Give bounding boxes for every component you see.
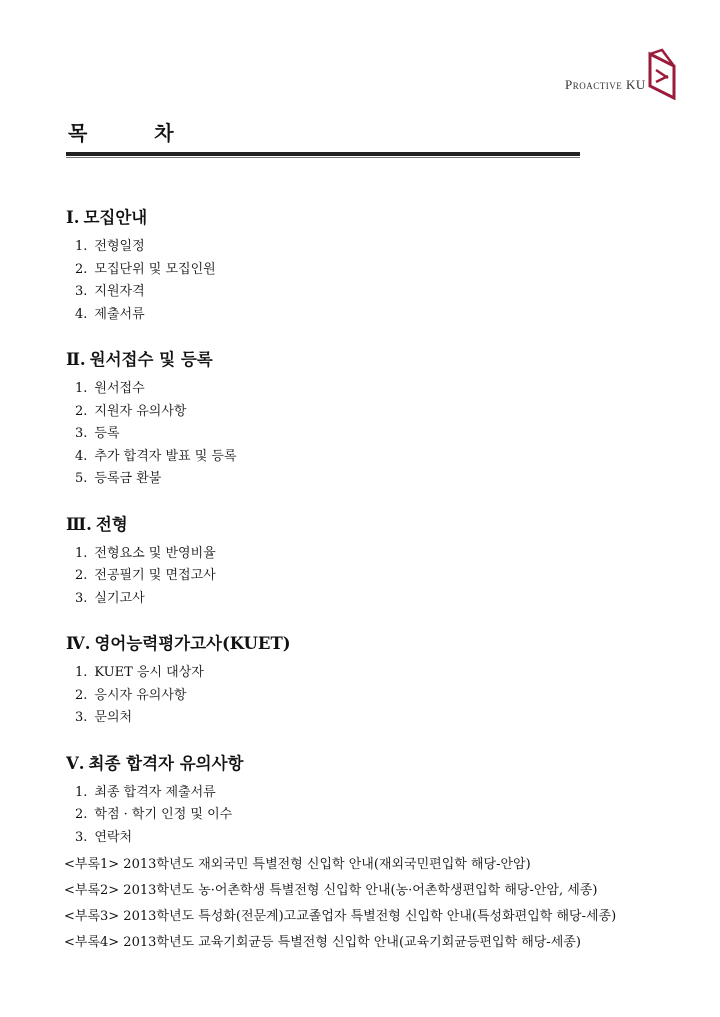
appendix-item[interactable]: <부록3> 2013학년도 특성화(전문계)고교졸업자 특별전형 신입학 안내(특성화편입학 해당-세종) [64, 909, 617, 924]
item-text: 지원자격 [94, 284, 145, 299]
toc-item[interactable] [66, 804, 666, 827]
item-number: 1. [75, 784, 88, 800]
toc-item[interactable] [66, 662, 666, 685]
item-number: 5. [75, 471, 88, 486]
section-number: Ⅴ. [66, 753, 85, 773]
toc-item[interactable] [66, 468, 666, 491]
proactive-ku-logo [565, 48, 677, 100]
toc-item[interactable] [66, 782, 666, 805]
toc-section [66, 752, 666, 850]
item-number: 3. [75, 710, 88, 725]
ku-logo-mark-icon [647, 48, 677, 100]
item-text: KUET 응시 대상자 [94, 665, 204, 680]
section-number: Ⅱ. [66, 350, 86, 369]
toc-section [66, 206, 666, 326]
section-heading[interactable] [66, 632, 666, 656]
toc-item[interactable] [66, 446, 666, 469]
item-text: 등록 [94, 426, 120, 441]
item-number: 3. [75, 284, 88, 299]
item-number: 1. [75, 545, 88, 561]
item-text: 응시자 유의사항 [94, 687, 187, 703]
item-text: 원서접수 [94, 381, 145, 396]
item-number: 2. [75, 403, 88, 419]
item-text: 문의처 [94, 710, 133, 725]
toc-sections [66, 206, 666, 871]
toc-item[interactable] [66, 281, 666, 304]
item-number: 3. [75, 426, 88, 441]
item-number: 1. [75, 665, 88, 680]
item-text: 학점 · 학기 인정 및 이수 [94, 807, 233, 822]
toc-item[interactable] [66, 401, 666, 424]
item-text: 전형일정 [94, 239, 145, 254]
item-text: 모집단위 및 모집인원 [94, 261, 216, 277]
item-number: 2. [75, 807, 88, 822]
item-number: 2. [75, 261, 88, 277]
item-number: 4. [75, 448, 88, 464]
toc-item[interactable] [66, 707, 666, 730]
toc-item[interactable] [66, 543, 666, 566]
section-title: 전형 [95, 514, 128, 534]
section-heading[interactable] [66, 752, 666, 776]
title-rule-thin [66, 157, 580, 158]
section-title: 영어능력평가고사(KUET) [94, 634, 291, 653]
item-text: 실기고사 [94, 590, 145, 606]
item-number: 2. [75, 687, 88, 703]
item-text: 추가 합격자 발표 및 등록 [94, 448, 237, 464]
toc-item[interactable] [66, 685, 666, 708]
item-number: 4. [75, 306, 88, 322]
appendix-item[interactable]: <부록4> 2013학년도 교육기회균등 특별전형 신입학 안내(교육기회균등편입학 해당-세종) [64, 935, 581, 950]
section-heading[interactable] [66, 206, 666, 230]
item-text: 지원자 유의사항 [94, 403, 187, 419]
section-number: Ⅲ. [66, 514, 92, 534]
item-text: 제출서류 [94, 306, 145, 322]
item-text: 최종 합격자 제출서류 [94, 784, 216, 800]
toc-item[interactable] [66, 236, 666, 259]
section-heading[interactable] [66, 513, 666, 537]
item-number: 2. [75, 568, 88, 583]
toc-item[interactable] [66, 259, 666, 282]
item-number: 1. [75, 381, 88, 396]
toc-item[interactable] [66, 304, 666, 327]
toc-section [66, 632, 666, 730]
item-text: 연락처 [94, 829, 133, 845]
section-title: 최종 합격자 유의사항 [88, 753, 244, 773]
item-text: 전형요소 및 반영비율 [94, 545, 216, 561]
section-number: Ⅳ. [66, 634, 91, 653]
toc-item[interactable] [66, 588, 666, 611]
appendix-item[interactable]: <부록1> 2013학년도 재외국민 특별전형 신입학 안내(재외국민편입학 해당-안암) [64, 857, 531, 872]
section-number: Ⅰ. [66, 208, 80, 227]
toc-section [66, 513, 666, 611]
appendix-item[interactable]: <부록2> 2013학년도 농·어촌학생 특별전형 신입학 안내(농·어촌학생편입학 해당-안암, 세종) [64, 883, 598, 898]
item-number: 1. [75, 239, 88, 254]
item-number: 3. [75, 829, 88, 845]
item-text: 등록금 환불 [94, 471, 162, 486]
section-title: 원서접수 및 등록 [89, 350, 213, 369]
toc-item[interactable] [66, 565, 666, 588]
item-number: 3. [75, 590, 88, 606]
toc-section [66, 348, 666, 491]
item-text: 전공필기 및 면접고사 [94, 568, 216, 583]
page-title: 목 차 [68, 121, 204, 145]
toc-item[interactable] [66, 378, 666, 401]
toc-item[interactable] [66, 423, 666, 446]
title-rule [66, 152, 580, 156]
logo-text: Proactive KU [565, 77, 646, 92]
section-title: 모집안내 [83, 208, 148, 227]
section-heading[interactable] [66, 348, 666, 372]
toc-item[interactable] [66, 827, 666, 850]
appendix-list [64, 852, 704, 956]
